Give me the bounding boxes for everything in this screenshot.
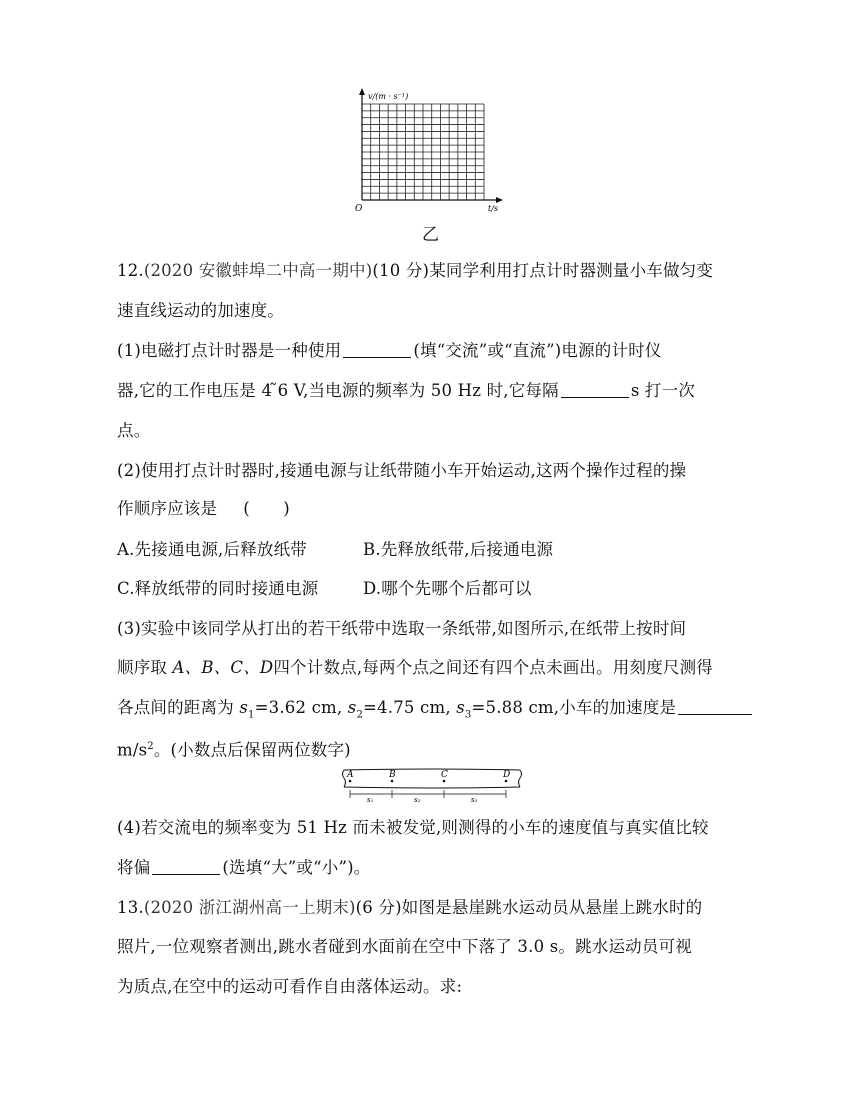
tape-dot xyxy=(505,780,508,783)
s2-subscript: 2 xyxy=(356,709,364,721)
q12-header-line xyxy=(117,261,713,281)
q12-part1-text-a: (1)电磁打点计时器是一种使用 xyxy=(117,341,342,360)
q12-part4-text-b1: 将偏 xyxy=(117,858,151,877)
x-axis-label: t/s xyxy=(488,204,499,213)
tape-point-label: B xyxy=(389,770,396,780)
paper-tape-figure xyxy=(340,764,526,804)
answer-blank-acceleration[interactable] xyxy=(678,699,752,715)
q12-part2-text-b: 作顺序应该是 xyxy=(117,499,218,518)
q12-part3-text-c1: 各点间的距离为 xyxy=(117,698,240,717)
velocity-time-grid-figure xyxy=(352,86,512,218)
q12-part4-text-b2: (选填“大”或“小”)。 xyxy=(222,858,371,877)
option-c[interactable]: C.释放纸带的同时接通电源 xyxy=(117,579,319,598)
tape-segment-label: s₃ xyxy=(471,796,478,804)
q12-part3-line-4 xyxy=(117,737,351,761)
q12-part1-line-1 xyxy=(117,341,662,361)
tape-point-label: C xyxy=(441,770,448,780)
tape-dot xyxy=(443,780,446,783)
acceleration-unit: m/s xyxy=(117,740,148,760)
tape-marks xyxy=(346,770,510,804)
q12-stem-1: 某同学利用打点计时器测量小车做匀变 xyxy=(429,261,714,280)
q12-part1-line-3: 点。 xyxy=(117,421,151,440)
answer-blank-period[interactable] xyxy=(561,382,629,398)
q12-part1-text-b: (填“交流”或“直流”)电源的计时仪 xyxy=(413,341,662,360)
tape-right-edge xyxy=(519,770,522,787)
y-axis-arrow xyxy=(359,88,365,95)
tape-point-label: A xyxy=(347,770,354,780)
q12-part1-text-d: s 打一次 xyxy=(630,381,696,400)
q13-line-1: 如图是悬崖跳水运动员从悬崖上跳水时的 xyxy=(401,898,703,917)
q12-part3-text-d: 。(小数点后保留两位数字) xyxy=(153,740,351,760)
q12-part1-line-2 xyxy=(117,381,695,401)
s1-symbol: s xyxy=(239,698,249,717)
unit-exponent: 2 xyxy=(147,741,154,752)
q12-number: 12. xyxy=(117,261,144,280)
q12-source: (2020 安徽蚌埠二中高一期中) xyxy=(143,261,373,280)
tape-segment-label: s₁ xyxy=(367,796,374,804)
q12-score: (10 分) xyxy=(372,261,430,280)
tape-dot xyxy=(349,780,352,783)
q12-part3-line-3 xyxy=(117,698,754,725)
tape-point-label: D xyxy=(503,770,511,780)
option-a[interactable]: A.先接通电源,后释放纸带 xyxy=(117,540,308,559)
q12-part4-line-2 xyxy=(117,858,370,878)
q12-part2-line-2 xyxy=(117,499,290,519)
q12-part3-text-b2: 四个计数点,每两个点之间还有四个点未画出。用刻度尺测得 xyxy=(273,658,713,677)
grid-lines xyxy=(362,104,484,200)
q12-part3-points: A、B、C、D xyxy=(172,658,274,677)
option-b[interactable]: B.先释放纸带,后接通电源 xyxy=(363,540,554,559)
q12-options-row-1 xyxy=(117,540,553,560)
q13-header-line xyxy=(117,898,702,918)
s3-subscript: 3 xyxy=(464,709,472,721)
q12-stem-line-2: 速直线运动的加速度。 xyxy=(117,301,284,320)
tape-top-edge xyxy=(344,769,520,770)
q12-part1-text-c: 器,它的工作电压是 4 ̃6 V,当电源的频率为 50 Hz 时,它每隔 xyxy=(117,381,559,400)
tape-segment-label: s₂ xyxy=(414,796,421,804)
q12-options-row-2 xyxy=(117,579,532,599)
tape-bottom-edge xyxy=(344,787,520,788)
figure-caption: 乙 xyxy=(422,225,439,245)
q12-part3-text-b1: 顺序取 xyxy=(117,658,173,677)
option-d[interactable]: D.哪个先哪个后都可以 xyxy=(363,579,532,598)
x-axis-arrow xyxy=(496,197,503,203)
q13-score: (6 分) xyxy=(355,898,402,917)
s1-subscript: 1 xyxy=(248,709,255,721)
tape-dot xyxy=(391,780,394,783)
q13-line-3: 为质点,在空中的运动可看作自由落体运动。求: xyxy=(117,977,463,996)
s1-value: =3.62 cm, xyxy=(254,698,343,717)
tape-left-edge xyxy=(343,770,346,787)
s3-symbol: s xyxy=(456,698,465,717)
origin-label: O xyxy=(355,204,363,214)
y-axis-label: v/(m · s⁻¹) xyxy=(368,92,409,101)
q12-part2-line-1: (2)使用打点计时器时,接通电源与让纸带随小车开始运动,这两个操作过程的操 xyxy=(117,461,687,480)
s2-symbol: s xyxy=(347,698,357,717)
q12-part3-line-1: (3)实验中该同学从打出的若干纸带中选取一条纸带,如图所示,在纸带上按时间 xyxy=(117,619,687,638)
s2-value: =4.75 cm, xyxy=(363,698,451,717)
s3-value: =5.88 cm,小车的加速度是 xyxy=(471,698,677,717)
q12-part3-line-2 xyxy=(117,658,713,678)
answer-blank-current-type[interactable] xyxy=(343,342,411,358)
q12-part4-line-1: (4)若交流电的频率变为 51 Hz 而未被发觉,则测得的小车的速度值与真实值比较 xyxy=(117,818,709,837)
q13-number: 13. xyxy=(117,898,144,917)
q13-line-2: 照片,一位观察者测出,跳水者碰到水面前在空中下落了 3.0 s。跳水运动员可视 xyxy=(117,937,692,956)
answer-blank-bias[interactable] xyxy=(152,859,220,875)
q13-source: (2020 浙江湖州高一上期末) xyxy=(143,898,356,917)
answer-paren-order[interactable]: ( ) xyxy=(243,499,290,518)
